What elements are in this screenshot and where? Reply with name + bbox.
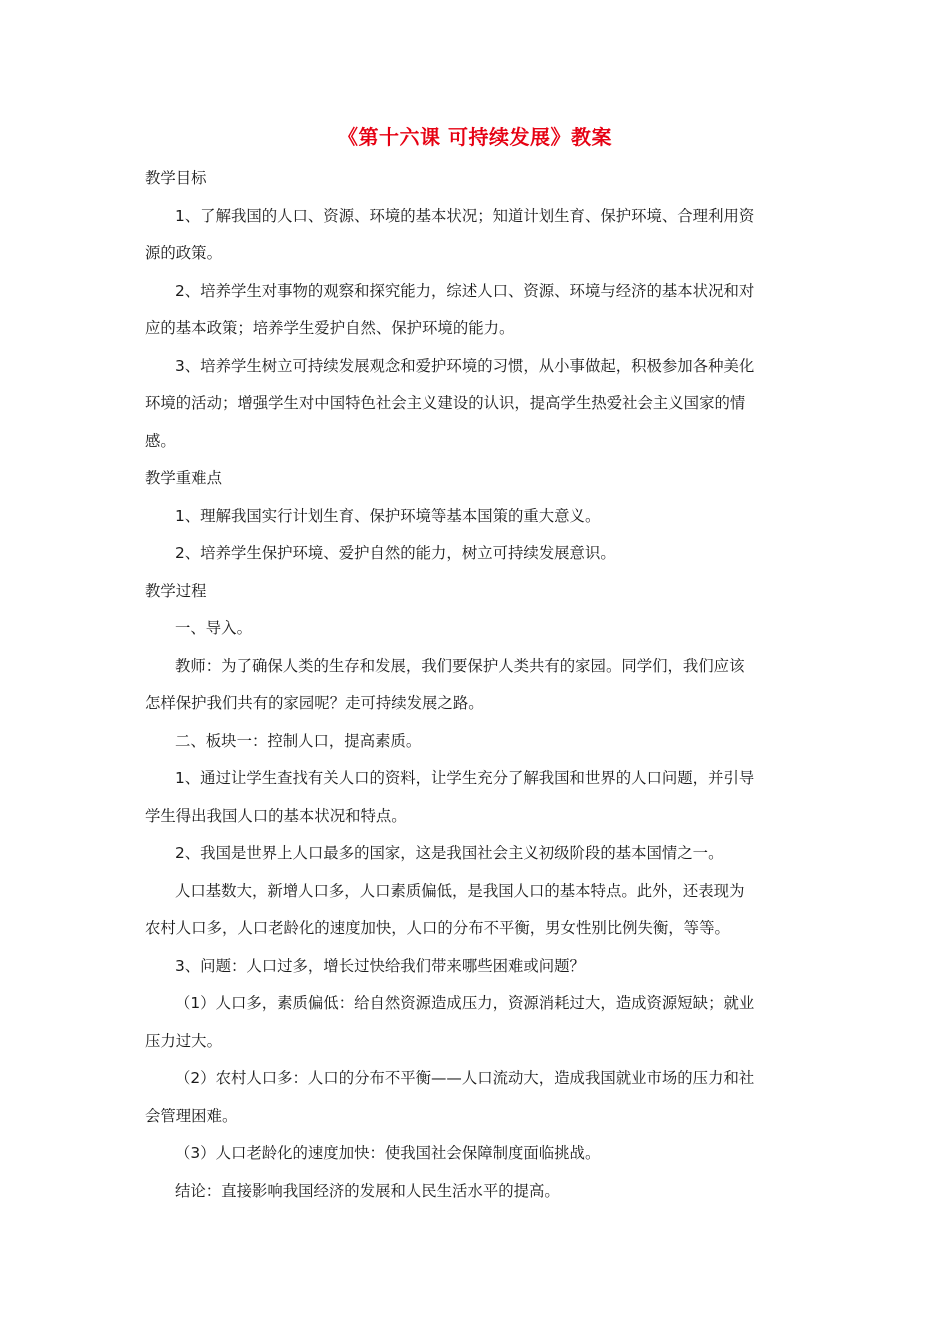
text-line: 人口基数大，新增人口多，人口素质偏低，是我国人口的基本特点。此外，还表现为 [175, 881, 745, 900]
text-line: 教学过程 [145, 581, 207, 600]
text-line: 2、培养学生对事物的观察和探究能力，综述人口、资源、环境与经济的基本状况和对 [175, 281, 755, 300]
text-line: 3、培养学生树立可持续发展观念和爱护环境的习惯，从小事做起，积极参加各种美化 [175, 356, 755, 375]
text-line: 1、通过让学生查找有关人口的资料，让学生充分了解我国和世界的人口问题，并引导 [175, 769, 755, 787]
document-body [145, 160, 810, 1210]
text-line: 2、我国是世界上人口最多的国家，这是我国社会主义初级阶段的基本国情之一。 [175, 844, 724, 862]
text-line: 1、了解我国的人口、资源、环境的基本状况；知道计划生育、保护环境、合理利用资 [175, 206, 755, 225]
text-line: （1）人口多，素质偏低：给自然资源造成压力，资源消耗过大，造成资源短缺；就业 [175, 994, 755, 1012]
document-title: 《第十六课 可持续发展》教案 [338, 125, 612, 149]
text-line: 感。 [145, 431, 176, 450]
text-line: 结论：直接影响我国经济的发展和人民生活水平的提高。 [175, 1181, 560, 1200]
text-line: 教学目标 [145, 169, 207, 187]
text-line: 学生得出我国人口的基本状况和特点。 [145, 806, 407, 825]
text-line: 教师：为了确保人类的生存和发展，我们要保护人类共有的家园。同学们，我们应该 [175, 656, 745, 675]
text-line: 3、问题：人口过多，增长过快给我们带来哪些困难或问题？ [175, 956, 585, 975]
text-line: 会管理困难。 [145, 1106, 238, 1125]
text-line: （2）农村人口多：人口的分布不平衡——人口流动大，造成我国就业市场的压力和社 [175, 1069, 755, 1087]
text-line: 怎样保护我们共有的家园呢？走可持续发展之路。 [145, 694, 484, 712]
text-line: 应的基本政策；培养学生爱护自然、保护环境的能力。 [145, 319, 515, 337]
text-line: 一、导入。 [175, 619, 252, 637]
text-line: 环境的活动；增强学生对中国特色社会主义建设的认识，提高学生热爱社会主义国家的情 [145, 394, 746, 412]
text-line: 1、理解我国实行计划生育、保护环境等基本国策的重大意义。 [175, 506, 601, 525]
text-line: 二、板块一：控制人口，提高素质。 [175, 731, 422, 750]
text-line: 教学重难点 [145, 469, 222, 487]
text-line: 源的政策。 [145, 244, 222, 262]
text-line: 2、培养学生保护环境、爱护自然的能力，树立可持续发展意识。 [175, 544, 616, 562]
text-line: （3）人口老龄化的速度加快：使我国社会保障制度面临挑战。 [175, 1144, 601, 1162]
text-line: 农村人口多，人口老龄化的速度加快，人口的分布不平衡，男女性别比例失衡，等等。 [145, 919, 730, 937]
text-line: 压力过大。 [145, 1031, 222, 1050]
